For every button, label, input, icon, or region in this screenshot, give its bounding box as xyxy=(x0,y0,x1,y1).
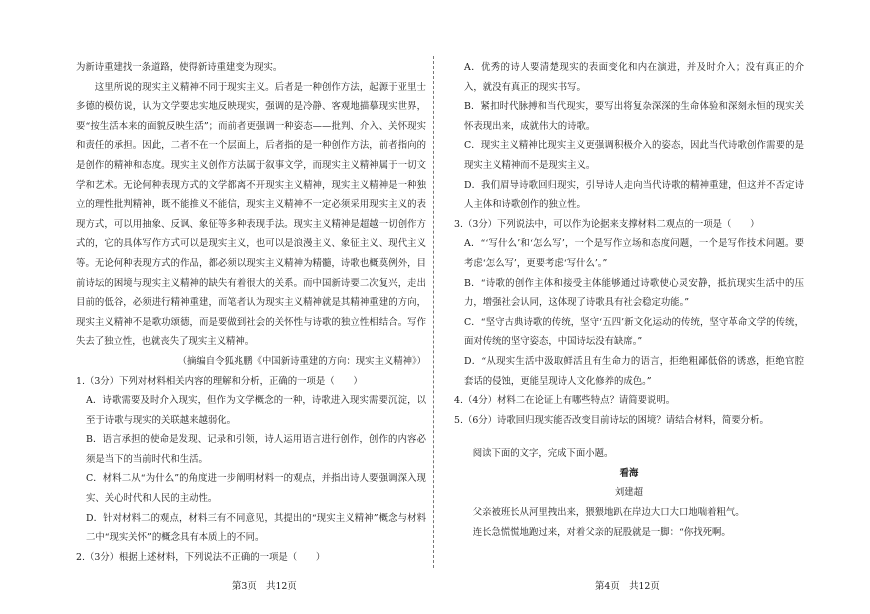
passage-citation: （摘编自令狐兆鹏《中国新诗重建的方向：现实主义精神》） xyxy=(177,355,426,367)
question-1-option-b: B．语言承担的使命是发现、记录和引领，诗人运用语言进行创作，创作的内容必须是当下的当前时代和生活。 xyxy=(86,434,426,465)
question-1-option-c: C．材料二从“为什么”的角度进一步阐明材料一的观点，并指出诗人要强调深入现实、关心时代和人民的主动性。 xyxy=(86,473,426,505)
question-1-option-d: D．针对材料二的观点，材料三有不同意见，其提出的“现实主义精神”概念与材料二中“现实关怀”的概念具有本质上的不同。 xyxy=(86,512,426,544)
spacer xyxy=(454,430,804,444)
question-3-stem: 3.（3分）下列说法中，可以作为论据来支撑材料二观点的一项是（ ） xyxy=(454,218,760,230)
question-2-options xyxy=(454,58,804,215)
page-number-right: 第4页 共12页 xyxy=(595,581,660,592)
left-column xyxy=(76,58,426,567)
story-line-1: 父亲被班长从河里拽出来，猥猥地趴在岸边大口大口地喘着粗气。 xyxy=(472,507,745,519)
question-1 xyxy=(76,372,426,548)
page-number-left: 第3页 共12页 xyxy=(232,581,297,592)
question-4: 4.（4分）材料二在论证上有哪些特点？请简要说明。 xyxy=(454,395,676,407)
story-title: 看海 xyxy=(619,467,639,479)
reading-intro: 阅读下面的文字，完成下面小题。 xyxy=(472,448,614,460)
question-3 xyxy=(454,215,804,391)
question-3-option-d: D．“从现实生活中汲取鲜活且有生命力的语言，拒绝粗鄙低俗的诱惑，拒绝官腔套话的侵蚀，更能呈现诗人文化修养的成色。” xyxy=(464,355,804,387)
passage-paragraph-main: 这里所说的现实主义精神不同于现实主义。后者是一种创作方法，起源于亚里士多德的模仿说，认为文学要忠实地反映现实，强调的是冷静、客观地描摹现实世界，要“按生活本来的面貌反映生活”；而前者更强调一种姿态——批判、介入、关怀现实和责任的承担。因此，二者不在一个层面上，后者指的是一种创作方法，前者指向的是创作的精神和态度。现实主义创作方法属于叙事文学，而现实主义精神属于一切文学和艺术。无论何种表现方式的文学都离不开现实主义精神，现实主义精神是一种独立的理性批判精神，既不能推义不能信，现实主义精神不一定必须采用现实主义的表现方式，可以用抽象、反讽、象征等多种表现手法。现实主义精神是超越一切创作方式的，它的具体写作方式可以是现实主义，也可以是浪漫主义、象征主义、现代主义等。无论何种表现方式的作品，都必须以现实主义精神为精髓，诗歌也概莫例外，目前诗坛的困境与现实主义精神的缺失有着很大的关系。而中国新诗要二次复兴，走出目前的低谷，必须进行精神重建，而笔者认为现实主义精神就是其精神重建的方向，现实主义精神不是歌功颂德，而是要做到社会的关怀性与诗歌的独立性相结合。写作失去了独立性，也就丧失了现实主义精神。 xyxy=(76,81,426,348)
passage-paragraph-tail: 为新诗重建找一条道路，使得新诗重建变为现实。 xyxy=(76,62,283,73)
question-3-option-a: A．“‘写什么’和‘怎么写’，一个是写作立场和态度问题，一个是写作技术问题。要考虑‘怎么写’，更要考虑‘写什么’。” xyxy=(464,238,804,269)
question-2-option-b: B．紧扣时代脉搏和当代现实，要写出将复杂深深的生命体验和深刻永恒的现实关怀表现出来，成就伟大的诗歌。 xyxy=(464,101,804,132)
question-1-stem: 1.（3分）下列对材料相关内容的理解和分析，正确的一项是（ ） xyxy=(76,375,363,387)
question-2-option-d: D．我们眉导诗歌回归现实，引导诗人走向当代诗歌的精神重建，但这并不否定诗人主体和诗歌创作的独立性。 xyxy=(464,179,804,211)
story-line-2: 连长急慌慌地跑过来，对着父亲的屁股就是一脚：“你找死啊。 xyxy=(472,526,731,538)
question-3-option-c: C．“坚守古典诗歌的传统，坚守‘五四’新文化运动的传统，坚守革命文学的传统，面对传统的坚守姿态，中国诗坛没有缺席。” xyxy=(464,316,804,348)
question-5: 5.（6分）诗歌回归现实能否改变目前诗坛的困境？请结合材料，简要分析。 xyxy=(454,414,769,426)
question-2-option-a: A．优秀的诗人要清楚现实的表面变化和内在演进，并及时介入；没有真正的介入，就没有真正的现实书写。 xyxy=(464,62,804,93)
column-divider xyxy=(433,56,434,568)
question-2-stem: 2.（3分）根据上述材料，下列说法不正确的一项是（ ） xyxy=(76,551,326,563)
question-1-option-a: A．诗歌需要及时介入现实，但作为文学概念的一种，诗歌进入现实需要沉淀，以至于诗歌与现实的关联越来越弱化。 xyxy=(86,395,426,426)
question-3-option-b: B．“诗歌的创作主体和接受主体能够通过诗歌使心灵安静，抵抗现实生活中的压力，增强社会认同，这体现了诗歌具有社会稳定功能。” xyxy=(464,277,804,309)
right-column xyxy=(454,58,804,542)
question-2-option-c: C．现实主义精神比现实主义更强调积极介入的姿态，因此当代诗歌创作需要的是现实主义精神而不是现实主义。 xyxy=(464,140,804,171)
story-author: 刘建超 xyxy=(614,487,644,499)
